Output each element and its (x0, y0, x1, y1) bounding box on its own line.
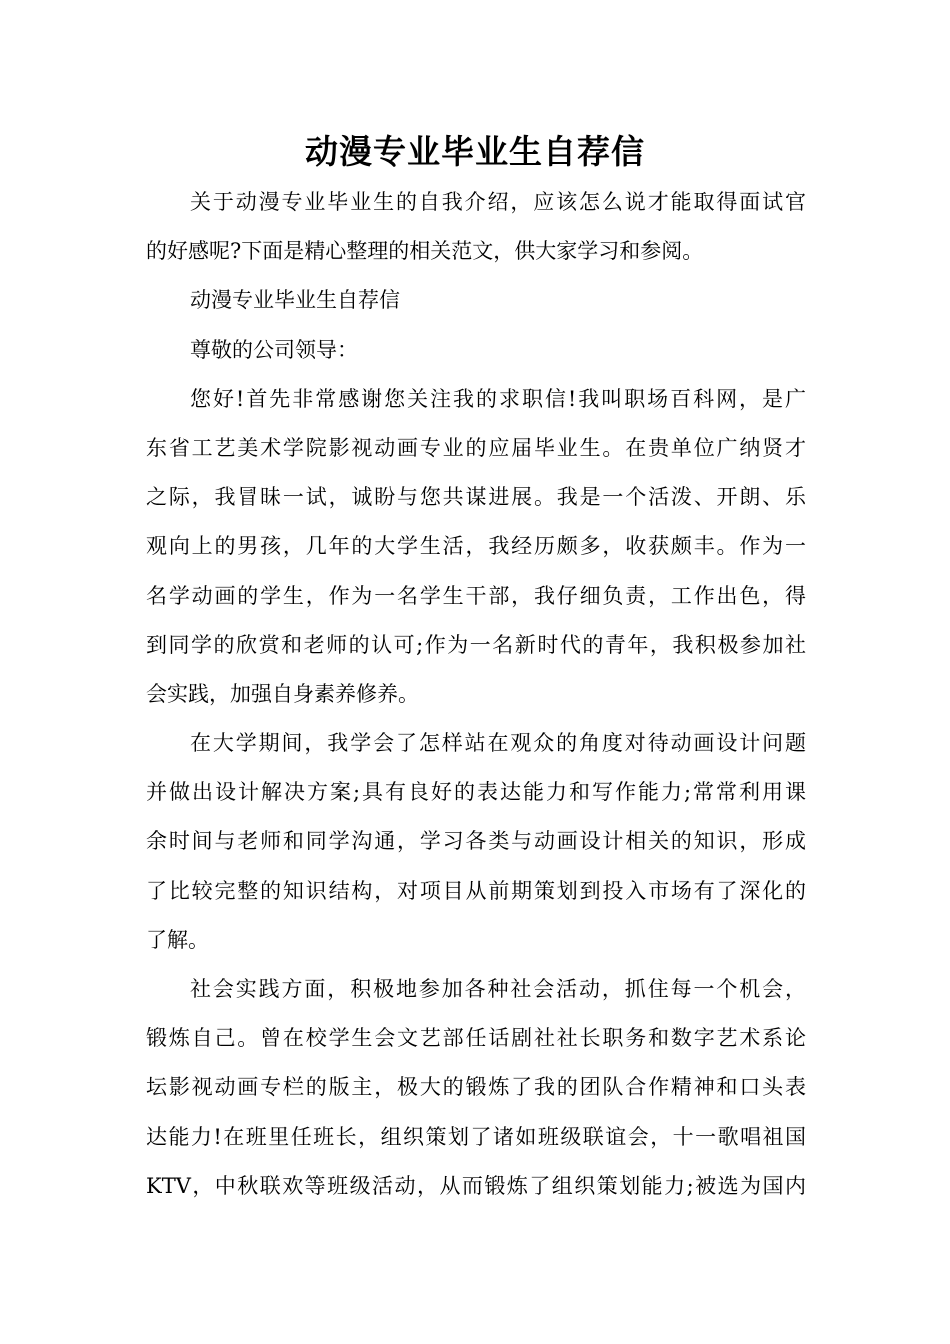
text-line: 会实践，加强自身素养修养。 (146, 681, 419, 706)
text-line: 关于动漫专业毕业生的自我介绍，应该怎么说才能取得面试官 (190, 190, 806, 214)
text-line: 在大学期间，我学会了怎样站在观众的角度对待动画设计问题 (190, 731, 806, 756)
text-line: 余时间与老师和同学沟通，学习各类与动画设计相关的知识，形成 (146, 829, 806, 854)
text-line: 社会实践方面，积极地参加各种社会活动，抓住每一个机会， (190, 977, 806, 1001)
text-line: 您好!首先非常感谢您关注我的求职信!我叫职场百科网，是广 (190, 386, 806, 411)
text-line: 名学动画的学生，作为一名学生干部，我仔细负责，工作出色，得 (146, 583, 806, 608)
text-line: 锻炼自己。曾在校学生会文艺部任话剧社社长职务和数字艺术系论 (146, 1026, 806, 1051)
text-line: 到同学的欣赏和老师的认可;作为一名新时代的青年，我积极参加社 (146, 632, 806, 657)
text-line: 了比较完整的知识结构，对项目从前期策划到投入市场有了深化的 (146, 878, 806, 903)
text-line: 东省工艺美术学院影视动画专业的应届毕业生。在贵单位广纳贤才 (146, 435, 806, 460)
document-title: 动漫专业毕业生自荐信 (305, 132, 645, 171)
text-line: KTV，中秋联欢等班级活动，从而锻炼了组织策划能力;被选为国内 (146, 1173, 806, 1198)
text-line: 的好感呢?下面是精心整理的相关范文，供大家学习和参阅。 (146, 239, 704, 264)
text-line: 尊敬的公司领导： (190, 337, 358, 362)
text-line: 并做出设计解决方案;具有良好的表达能力和写作能力;常常利用课 (146, 780, 806, 805)
text-line: 达能力!在班里任班长，组织策划了诸如班级联谊会，十一歌唱祖国 (146, 1124, 806, 1149)
text-line: 了解。 (146, 927, 209, 952)
text-line: 观向上的男孩，几年的大学生活，我经历颇多，收获颇丰。作为一 (146, 534, 806, 559)
text-line: 之际，我冒昧一试，诚盼与您共谋进展。我是一个活泼、开朗、乐 (146, 485, 806, 510)
text-line: 动漫专业毕业生自荐信 (190, 288, 400, 313)
text-line: 坛影视动画专栏的版主，极大的锻炼了我的团队合作精神和口头表 (146, 1075, 806, 1100)
document-body (146, 178, 806, 1211)
